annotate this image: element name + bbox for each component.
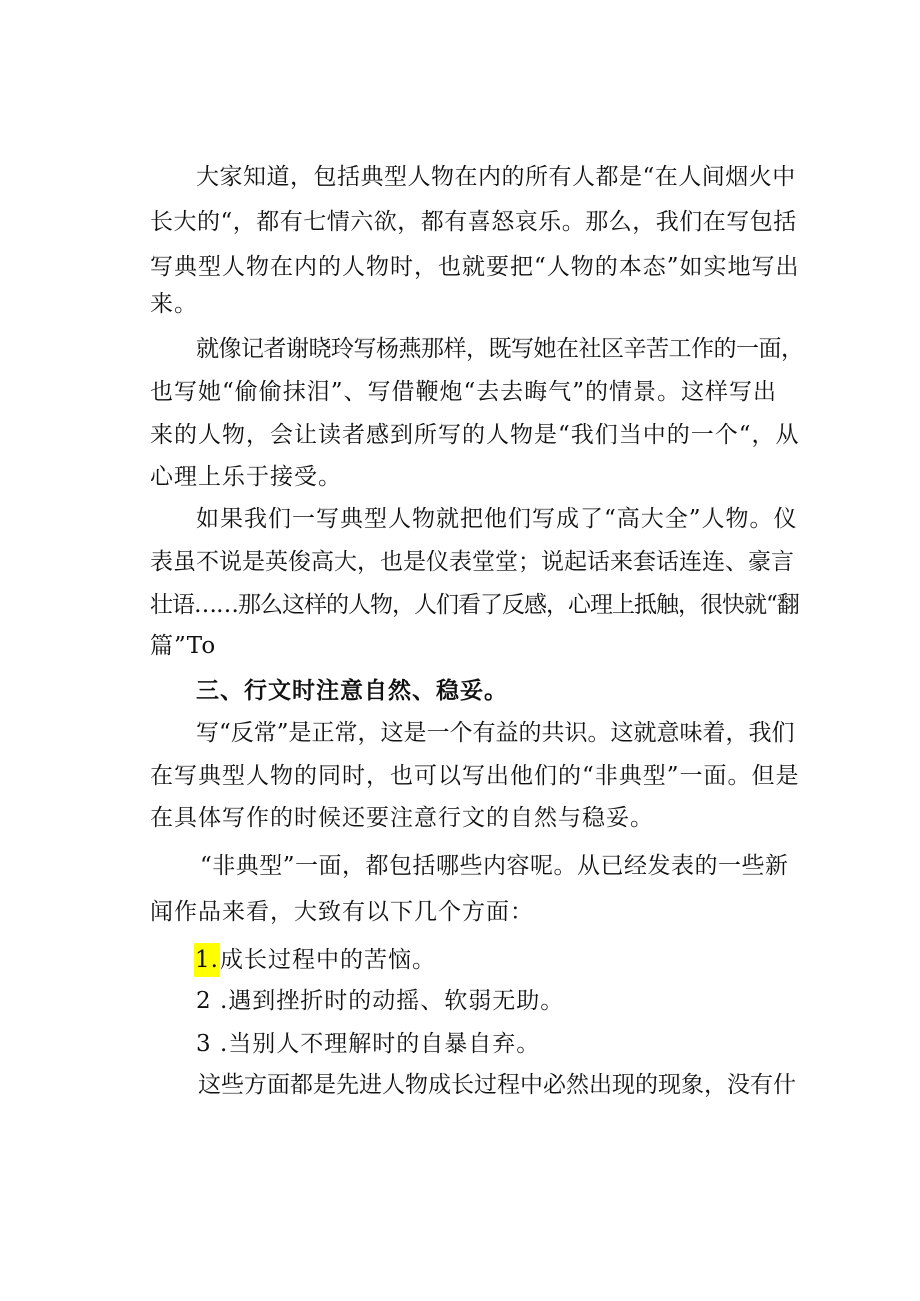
list-item-3-text: 当别人不理解时的自暴自弃。 <box>228 1031 541 1057</box>
paragraph-1-line-1: 大家知道，包括典型人物在内的所有人都是“在人间烟火中 <box>196 164 796 190</box>
paragraph-2-line-1: 就像记者谢晓玲写杨燕那样，既写她在社区辛苦工作的一面， <box>196 336 804 362</box>
list-item-3-number: 3 . <box>196 1031 229 1057</box>
paragraph-5-line-1: “非典型”一面，都包括哪些内容呢。从已经发表的一些新 <box>200 853 789 879</box>
paragraph-4-line-1: 写“反常”是正常，这是一个有益的共识。这就意味着，我们 <box>196 720 795 746</box>
paragraph-3-line-1: 如果我们一写典型人物就把他们写成了“高大全”人物。仪 <box>196 506 798 532</box>
paragraph-3-line-2: 表虽不说是英俊高大，也是仪表堂堂；说起话来套话连连、豪言 <box>150 549 794 575</box>
paragraph-5-line-2: 闻作品来看，大致有以下几个方面： <box>150 899 534 925</box>
paragraph-4-line-2: 在写典型人物的同时，也可以写出他们的“非典型”一面。但是 <box>150 763 800 789</box>
paragraph-1-line-4: 来。 <box>150 291 198 317</box>
paragraph-6-line-1: 这些方面都是先进人物成长过程中必然出现的现象，没有什 <box>198 1072 796 1098</box>
paragraph-3-line-4: 篇”To <box>150 633 217 659</box>
section-heading: 三、行文时注意自然、稳妥。 <box>196 678 508 704</box>
paragraph-4-line-3: 在具体写作的时候还要注意行文的自然与稳妥。 <box>150 805 654 831</box>
list-item-3 <box>196 1029 846 1059</box>
paragraph-2-line-3: 来的人物，会让读者感到所写的人物是“我们当中的一个“，从 <box>150 422 800 448</box>
paragraph-3-line-3: 壮语……那么这样的人物，人们看了反感，心理上抵触，很快就“翻 <box>150 592 799 618</box>
list-item-2 <box>196 986 846 1016</box>
list-item-1-text: 成长过程中的苦恼。 <box>219 947 436 973</box>
list-item-1-number: 1. <box>194 943 220 977</box>
list-item-2-number: 2 . <box>196 988 229 1014</box>
list-item-2-text: 遇到挫折时的动摇、软弱无助。 <box>228 988 565 1014</box>
list-item-1 <box>194 943 844 977</box>
paragraph-2-line-4: 心理上乐于接受。 <box>150 464 342 490</box>
paragraph-1-line-2: 长大的“，都有七情六欲，都有喜怒哀乐。那么，我们在写包括 <box>150 209 797 235</box>
paragraph-1-line-3: 写典型人物在内的人物时，也就要把“人物的本态”如实地写出 <box>150 254 800 280</box>
paragraph-2-line-2: 也写她“偷偷抹泪”、写借鞭炮“去去晦气”的情景。这样写出 <box>150 379 778 405</box>
